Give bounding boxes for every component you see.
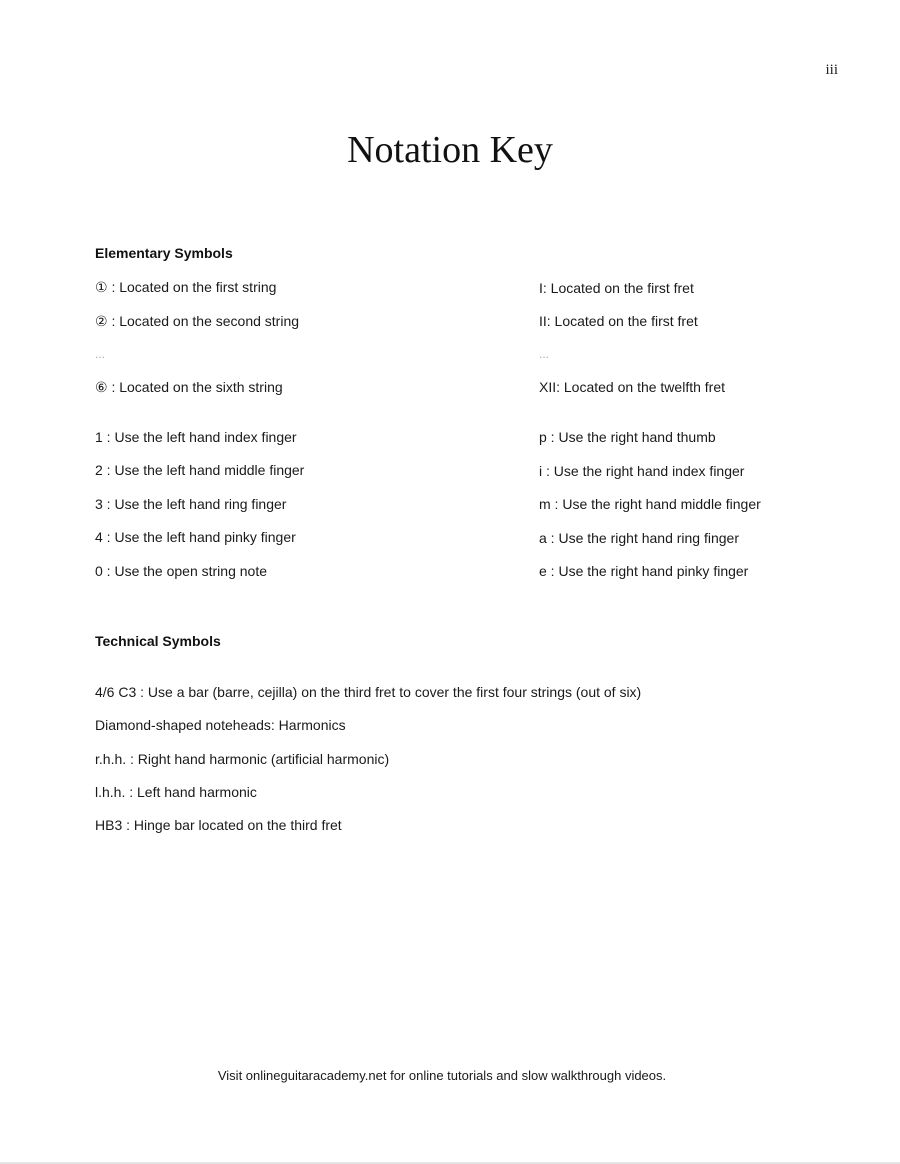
page-title: Notation Key — [347, 129, 553, 171]
fret-ellipsis: ... — [539, 347, 550, 361]
fret-2-entry: II: Located on the first fret — [539, 313, 698, 329]
harmonics-entry: Diamond-shaped noteheads: Harmonics — [95, 717, 346, 733]
string-6-entry: ⑥ : Located on the sixth string — [95, 379, 283, 395]
footer-note: Visit onlineguitaracademy.net for online tutorials and slow walkthrough videos. — [217, 1068, 667, 1083]
barre-entry: 4/6 C3 : Use a bar (barre, cejilla) on the third fret to cover the first four strings (out of six) — [95, 684, 642, 700]
string-ellipsis: ... — [95, 347, 106, 361]
page-number: iii — [825, 62, 838, 78]
right-thumb-entry: p : Use the right hand thumb — [539, 429, 716, 445]
left-hand-harmonic-entry: l.h.h. : Left hand harmonic — [95, 784, 257, 800]
elementary-symbols-heading: Elementary Symbols — [95, 245, 233, 261]
left-finger-3-entry: 3 : Use the left hand ring finger — [95, 496, 287, 512]
right-hand-harmonic-entry: r.h.h. : Right hand harmonic (artificial harmonic) — [95, 751, 390, 767]
left-finger-1-entry: 1 : Use the left hand index finger — [95, 429, 297, 445]
right-middle-entry: m : Use the right hand middle finger — [539, 496, 761, 512]
right-ring-entry: a : Use the right hand ring finger — [539, 530, 740, 546]
string-2-entry: ② : Located on the second string — [95, 313, 300, 329]
technical-symbols-heading: Technical Symbols — [95, 633, 221, 649]
right-pinky-entry: e : Use the right hand pinky finger — [539, 563, 749, 579]
fret-1-entry: I: Located on the first fret — [539, 280, 694, 296]
open-string-entry: 0 : Use the open string note — [95, 563, 267, 579]
right-index-entry: i : Use the right hand index finger — [539, 463, 745, 479]
left-finger-2-entry: 2 : Use the left hand middle finger — [95, 462, 305, 478]
fret-12-entry: XII: Located on the twelfth fret — [539, 379, 725, 395]
string-1-entry: ① : Located on the first string — [95, 279, 277, 295]
hinge-bar-entry: HB3 : Hinge bar located on the third fret — [95, 817, 342, 833]
left-finger-4-entry: 4 : Use the left hand pinky finger — [95, 529, 296, 545]
